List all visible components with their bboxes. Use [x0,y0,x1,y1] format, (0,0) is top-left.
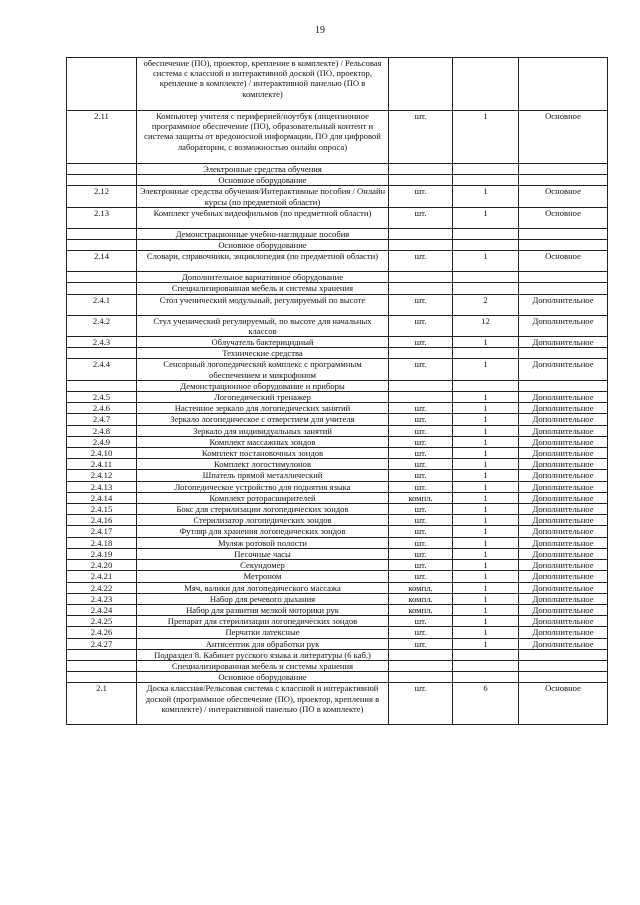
section-row [67,660,608,671]
quantity-cell: 1 [453,436,519,447]
row-number-cell: 2.4.18 [67,537,137,548]
equipment-type-cell [519,58,608,111]
item-name-cell: Комплект массажных зондов [137,436,389,447]
item-name-cell: Секундомер [137,560,389,571]
quantity-cell: 1 [453,359,519,380]
unit-cell: шт. [389,526,453,537]
item-name-cell: Логопедическое устройство для поднятия языка [137,481,389,492]
equipment-type-cell: Дополнительное [519,359,608,380]
item-name-cell: Комплект логостимулонов [137,459,389,470]
item-name-cell: Препарат для стерилизации логопедических зондов [137,616,389,627]
unit-cell: шт. [389,186,453,207]
table-row [67,207,608,228]
table-row [67,593,608,604]
item-name-cell: Электронные средства обучения/Интерактивные пособия / Онлайн курсы (по предметной области) [137,186,389,207]
equipment-type-cell: Дополнительное [519,492,608,503]
equipment-type-cell: Дополнительное [519,337,608,348]
unit-cell [389,283,453,294]
unit-cell: шт. [389,515,453,526]
unit-cell: шт. [389,627,453,638]
item-name-cell: Доска классная/Рельсовая система с классной и интерактивной доской (программное обеспечение (ПО), проектор, крепления в комплекте) / интерактивной панелью (ПО в комплекте) [137,683,389,725]
item-name-cell: Компьютер учителя с периферией/ноутбук (лицензионное программное обеспечение (ПО), образовательный контент и система защиты от вредоносной информации, ПО для цифровой лаборатории, с возможностью онлайн опроса) [137,111,389,164]
table-row [67,251,608,272]
equipment-type-cell: Основное [519,251,608,272]
unit-cell [389,660,453,671]
table-row [67,504,608,515]
quantity-cell [453,272,519,283]
unit-cell: шт. [389,504,453,515]
table-row [67,392,608,403]
quantity-cell [453,660,519,671]
unit-cell: компл. [389,593,453,604]
row-number-cell: 2.4.1 [67,294,137,315]
unit-cell [389,228,453,239]
equipment-type-cell [519,283,608,294]
quantity-cell [453,672,519,683]
unit-cell [389,672,453,683]
row-number-cell: 2.4.23 [67,593,137,604]
item-name-cell: Комплект постановочных зондов [137,448,389,459]
section-row [67,649,608,660]
unit-cell: шт. [389,359,453,380]
unit-cell [389,380,453,391]
row-number-cell: 2.4.20 [67,560,137,571]
table-row [67,337,608,348]
equipment-type-cell: Дополнительное [519,571,608,582]
row-number-cell [67,272,137,283]
quantity-cell: 1 [453,638,519,649]
unit-cell: шт. [389,481,453,492]
unit-cell: компл. [389,582,453,593]
row-number-cell: 2.4.8 [67,425,137,436]
unit-cell: шт. [389,111,453,164]
equipment-type-cell: Дополнительное [519,515,608,526]
quantity-cell: 1 [453,560,519,571]
unit-cell: шт. [389,337,453,348]
item-name-cell: Настенное зеркало для логопедических занятий [137,403,389,414]
item-name-cell: Демонстрационные учебно-наглядные пособия [137,228,389,239]
item-name-cell: Основное оборудование [137,175,389,186]
row-number-cell [67,240,137,251]
item-name-cell: Основное оборудование [137,672,389,683]
unit-cell: шт. [389,207,453,228]
section-row [67,283,608,294]
unit-cell: шт. [389,459,453,470]
quantity-cell: 1 [453,414,519,425]
row-number-cell [67,58,137,111]
unit-cell: шт. [389,315,453,336]
table-row [67,186,608,207]
row-number-cell [67,164,137,175]
row-number-cell: 2.4.19 [67,548,137,559]
table-row [67,515,608,526]
table-row [67,537,608,548]
unit-cell [389,649,453,660]
equipment-type-cell: Дополнительное [519,414,608,425]
table-row [67,560,608,571]
quantity-cell: 1 [453,207,519,228]
table-row [67,403,608,414]
unit-cell: шт. [389,571,453,582]
table-row [67,414,608,425]
quantity-cell: 1 [453,627,519,638]
section-row [67,672,608,683]
table-row [67,492,608,503]
row-number-cell: 2.4.22 [67,582,137,593]
unit-cell [389,272,453,283]
row-number-cell: 2.4.26 [67,627,137,638]
unit-cell [389,392,453,403]
equipment-type-cell: Дополнительное [519,448,608,459]
section-row [67,164,608,175]
item-name-cell: Стул ученический регулируемый, по высоте для начальных классов [137,315,389,336]
equipment-type-cell: Основное [519,186,608,207]
row-number-cell: 2.4.3 [67,337,137,348]
item-name-cell: Облучатель бактерицидный [137,337,389,348]
equipment-type-cell: Дополнительное [519,403,608,414]
equipment-type-cell [519,175,608,186]
page-number: 19 [315,25,325,36]
equipment-type-cell: Дополнительное [519,627,608,638]
quantity-cell: 1 [453,616,519,627]
item-name-cell: Песочные часы [137,548,389,559]
equipment-type-cell: Дополнительное [519,548,608,559]
unit-cell: шт. [389,548,453,559]
item-name-cell: Шпатель прямой металлический [137,470,389,481]
unit-cell: шт. [389,414,453,425]
row-number-cell: 2.4.5 [67,392,137,403]
unit-cell: шт. [389,251,453,272]
unit-cell [389,175,453,186]
quantity-cell [453,58,519,111]
item-name-cell: Набор для речевого дыхания [137,593,389,604]
item-name-cell: Специализированная мебель и системы хранения [137,660,389,671]
equipment-type-cell: Дополнительное [519,481,608,492]
quantity-cell: 1 [453,526,519,537]
row-number-cell: 2.4.15 [67,504,137,515]
quantity-cell: 1 [453,425,519,436]
equipment-type-cell [519,660,608,671]
unit-cell [389,240,453,251]
row-number-cell: 2.11 [67,111,137,164]
unit-cell: шт. [389,470,453,481]
equipment-type-cell [519,272,608,283]
quantity-cell: 1 [453,515,519,526]
row-number-cell: 2.4.10 [67,448,137,459]
item-name-cell: Словари, справочники, энциклопедия (по предметной области) [137,251,389,272]
item-name-cell: Сенсорный логопедический комплекс с программным обеспечением и микрофоном [137,359,389,380]
row-number-cell: 2.1 [67,683,137,725]
item-name-cell: Комплект учебных видеофильмов (по предметной области) [137,207,389,228]
equipment-table [66,57,608,725]
table-row [67,638,608,649]
unit-cell: шт. [389,683,453,725]
quantity-cell [453,649,519,660]
equipment-type-cell: Дополнительное [519,560,608,571]
quantity-cell: 1 [453,593,519,604]
section-row [67,228,608,239]
row-number-cell: 2.14 [67,251,137,272]
item-name-cell: Антисептик для обработки рук [137,638,389,649]
equipment-type-cell [519,240,608,251]
quantity-cell: 1 [453,337,519,348]
item-name-cell: Набор для развития мелкой моторики рук [137,604,389,615]
table-row [67,683,608,725]
table-row [67,111,608,164]
table-row [67,315,608,336]
quantity-cell [453,240,519,251]
row-number-cell: 2.4.9 [67,436,137,447]
table-row [67,425,608,436]
section-row [67,175,608,186]
item-name-cell: Стерилизатор логопедических зондов [137,515,389,526]
unit-cell [389,58,453,111]
item-name-cell: Подраздел 8. Кабинет русского языка и литературы (6 каб.) [137,649,389,660]
quantity-cell: 1 [453,111,519,164]
row-number-cell [67,348,137,359]
item-name-cell: Мяч, валики для логопедического массажа [137,582,389,593]
quantity-cell: 1 [453,470,519,481]
unit-cell: шт. [389,448,453,459]
row-number-cell [67,283,137,294]
quantity-cell: 1 [453,403,519,414]
table-row [67,582,608,593]
equipment-type-cell [519,672,608,683]
row-number-cell [67,649,137,660]
item-name-cell: Демонстрационное оборудование и приборы [137,380,389,391]
row-number-cell: 2.4.12 [67,470,137,481]
unit-cell: шт. [389,403,453,414]
quantity-cell: 1 [453,582,519,593]
table-row [67,604,608,615]
equipment-type-cell: Дополнительное [519,616,608,627]
row-number-cell [67,228,137,239]
row-number-cell [67,175,137,186]
quantity-cell [453,348,519,359]
equipment-type-cell [519,348,608,359]
section-row [67,240,608,251]
row-number-cell: 2.4.11 [67,459,137,470]
table-row [67,436,608,447]
unit-cell [389,348,453,359]
unit-cell: компл. [389,492,453,503]
equipment-type-cell: Дополнительное [519,504,608,515]
item-name-cell: Комплект роторасширителей [137,492,389,503]
quantity-cell [453,228,519,239]
table-row [67,481,608,492]
unit-cell: шт. [389,616,453,627]
row-number-cell: 2.4.24 [67,604,137,615]
equipment-type-cell: Дополнительное [519,593,608,604]
item-name-cell: Метроном [137,571,389,582]
equipment-type-cell: Дополнительное [519,425,608,436]
unit-cell: шт. [389,537,453,548]
item-name-cell: Бокс для стерилизации логопедических зондов [137,504,389,515]
quantity-cell: 2 [453,294,519,315]
table-row [67,470,608,481]
table-row [67,627,608,638]
equipment-type-cell: Дополнительное [519,470,608,481]
row-number-cell: 2.4.13 [67,481,137,492]
quantity-cell: 1 [453,448,519,459]
equipment-type-cell: Дополнительное [519,459,608,470]
row-number-cell: 2.4.21 [67,571,137,582]
row-number-cell [67,672,137,683]
row-number-cell: 2.13 [67,207,137,228]
row-number-cell: 2.4.7 [67,414,137,425]
table-row [67,548,608,559]
quantity-cell: 1 [453,492,519,503]
quantity-cell [453,175,519,186]
quantity-cell [453,283,519,294]
table-row [67,571,608,582]
item-name-cell: Перчатки латексные [137,627,389,638]
item-name-cell: Футляр для хранения логопедических зондов [137,526,389,537]
equipment-table-body [67,58,608,725]
quantity-cell: 1 [453,537,519,548]
table-row [67,459,608,470]
unit-cell: компл. [389,604,453,615]
quantity-cell: 1 [453,481,519,492]
equipment-type-cell: Основное [519,111,608,164]
quantity-cell: 1 [453,604,519,615]
section-row [67,272,608,283]
table-row [67,58,608,111]
item-name-cell: Электронные средства обучения [137,164,389,175]
item-name-cell: Стол ученический модульный, регулируемый по высоте [137,294,389,315]
row-number-cell: 2.4.14 [67,492,137,503]
quantity-cell: 1 [453,548,519,559]
quantity-cell: 1 [453,392,519,403]
equipment-type-cell [519,164,608,175]
equipment-type-cell: Дополнительное [519,582,608,593]
equipment-type-cell: Дополнительное [519,392,608,403]
equipment-type-cell: Основное [519,207,608,228]
row-number-cell: 2.4.25 [67,616,137,627]
unit-cell: шт. [389,638,453,649]
section-row [67,380,608,391]
quantity-cell: 1 [453,186,519,207]
quantity-cell: 6 [453,683,519,725]
row-number-cell: 2.4.4 [67,359,137,380]
unit-cell: шт. [389,294,453,315]
item-name-cell: Специализированная мебель и системы хранения [137,283,389,294]
item-name-cell: Технические средства [137,348,389,359]
quantity-cell: 12 [453,315,519,336]
section-row [67,348,608,359]
equipment-type-cell [519,380,608,391]
unit-cell [389,164,453,175]
quantity-cell [453,164,519,175]
unit-cell: шт. [389,560,453,571]
quantity-cell: 1 [453,459,519,470]
table-row [67,448,608,459]
row-number-cell: 2.4.16 [67,515,137,526]
equipment-type-cell: Дополнительное [519,604,608,615]
item-name-cell: Дополнительное вариативное оборудование [137,272,389,283]
equipment-type-cell: Дополнительное [519,537,608,548]
equipment-type-cell: Дополнительное [519,315,608,336]
row-number-cell: 2.4.2 [67,315,137,336]
equipment-type-cell: Основное [519,683,608,725]
table-row [67,359,608,380]
table-row [67,526,608,537]
table-row [67,616,608,627]
row-number-cell: 2.4.6 [67,403,137,414]
item-name-cell: Основное оборудование [137,240,389,251]
equipment-type-cell [519,228,608,239]
item-name-cell: Зеркало логопедическое с отверстием для учителя [137,414,389,425]
item-name-cell: обеспечение (ПО), проектор, крепление в комплекте) / Рельсовая система с классной и интерактивной доской (ПО, проектор, крепление в комплекте) / интерактивной панелью (ПО в комплекте) [137,58,389,111]
quantity-cell: 1 [453,504,519,515]
quantity-cell [453,380,519,391]
row-number-cell: 2.12 [67,186,137,207]
unit-cell: шт. [389,436,453,447]
table-row [67,294,608,315]
equipment-type-cell: Дополнительное [519,294,608,315]
quantity-cell: 1 [453,571,519,582]
row-number-cell: 2.4.27 [67,638,137,649]
equipment-type-cell: Дополнительное [519,638,608,649]
row-number-cell [67,660,137,671]
unit-cell: шт. [389,425,453,436]
quantity-cell: 1 [453,251,519,272]
item-name-cell: Логопедический тренажер [137,392,389,403]
equipment-type-cell: Дополнительное [519,526,608,537]
equipment-type-cell [519,649,608,660]
row-number-cell: 2.4.17 [67,526,137,537]
row-number-cell [67,380,137,391]
item-name-cell: Муляж ротовой полости [137,537,389,548]
equipment-type-cell: Дополнительное [519,436,608,447]
item-name-cell: Зеркало для индивидуальных занятий [137,425,389,436]
